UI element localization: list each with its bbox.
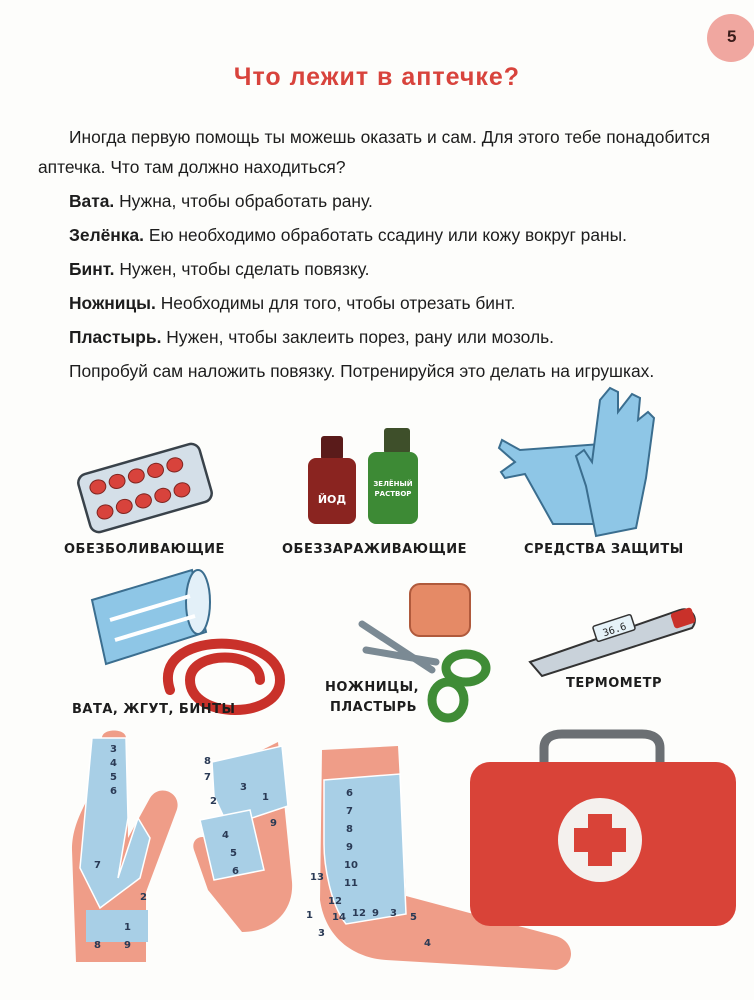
item-term: Зелёнка. [69, 225, 144, 245]
bandage-step: 1 [124, 922, 131, 933]
bandage-step: 9 [372, 908, 379, 919]
tourniquet-illustration [168, 644, 280, 710]
label-protection: СРЕДСТВА ЗАЩИТЫ [524, 542, 684, 557]
page-title: Что лежит в аптечке? [233, 63, 521, 91]
bandage-step: 2 [140, 892, 147, 903]
pill-blister-illustration [76, 442, 214, 534]
intro-paragraph: Иногда первую помощь ты можешь оказать и сам. Для этого тебе понадобится аптечка. Что там должно находиться? [38, 127, 710, 177]
bandage-step: 9 [346, 842, 353, 853]
bandage-step: 6 [110, 786, 117, 797]
item-desc: Нужна, чтобы обработать рану. [119, 191, 373, 211]
bandage-step: 3 [110, 744, 117, 755]
bandage-step: 6 [232, 866, 239, 877]
bandage-step: 12 [328, 896, 342, 907]
bandage-step: 8 [204, 756, 211, 767]
label-scissors-plaster-line1: НОЖНИЦЫ, [325, 680, 420, 695]
bandage-step: 14 [332, 912, 346, 923]
item-desc: Нужен, чтобы заклеить порез, рану или мозоль. [166, 327, 555, 347]
iodine-bottle-illustration [308, 436, 356, 524]
first-aid-kit-illustration [470, 734, 736, 926]
bandage-step: 3 [318, 928, 325, 939]
item-term: Вата. [69, 191, 115, 211]
label-thermometer: ТЕРМОМЕТР [566, 676, 662, 691]
item-term: Пластырь. [69, 327, 162, 347]
label-cotton-tourniquet-bandages: ВАТА, ЖГУТ, БИНТЫ [72, 702, 236, 717]
item-desc: Необходимы для того, чтобы отрезать бинт. [160, 293, 516, 313]
bandage-step: 9 [124, 940, 131, 951]
item-desc: Ею необходимо обработать ссадину или кожу вокруг раны. [148, 225, 627, 245]
bandage-step: 4 [110, 758, 117, 769]
bandage-step: 5 [410, 912, 417, 923]
bandage-step: 13 [310, 872, 324, 883]
bandage-step: 11 [344, 878, 358, 889]
green-label-line1: ЗЕЛЁНЫЙ [373, 480, 413, 488]
bandage-step: 5 [230, 848, 237, 859]
bandage-step: 1 [306, 910, 313, 921]
item-desc: Нужен, чтобы сделать повязку. [119, 259, 370, 279]
bandage-step: 1 [262, 792, 269, 803]
item-term: Бинт. [69, 259, 115, 279]
bandage-step: 7 [94, 860, 101, 871]
bandage-step: 3 [390, 908, 397, 919]
bandage-step: 8 [94, 940, 101, 951]
bandage-step: 7 [346, 806, 353, 817]
finger-bandage-illustration [72, 731, 178, 963]
bandage-step: 5 [110, 772, 117, 783]
item-term: Ножницы. [69, 293, 156, 313]
label-scissors-plaster-line2: ПЛАСТЫРЬ [330, 700, 418, 715]
outro-paragraph: Попробуй сам наложить повязку. Потренируйся это делать на игрушках. [69, 361, 655, 381]
plaster-illustration [410, 584, 470, 636]
bandage-step: 8 [346, 824, 353, 835]
label-disinfectants: ОБЕЗЗАРАЖИВАЮЩИЕ [282, 542, 467, 557]
hand-bandage-illustration [193, 742, 292, 932]
bandage-step: 6 [346, 788, 353, 799]
gloves-illustration [499, 388, 654, 536]
bandage-step: 4 [222, 830, 229, 841]
green-solution-bottle-illustration [368, 428, 418, 524]
bandage-step: 9 [270, 818, 277, 829]
bandage-step: 7 [204, 772, 211, 783]
bandage-step: 2 [210, 796, 217, 807]
thermometer-reading: 36.6 [601, 621, 628, 640]
label-painkillers: ОБЕЗБОЛИВАЮЩИЕ [64, 542, 225, 557]
green-label-line2: РАСТВОР [374, 490, 412, 498]
iodine-label: ЙОД [317, 493, 347, 506]
page-number: 5 [727, 27, 737, 46]
bandage-step: 12 [352, 908, 366, 919]
bandage-step: 3 [240, 782, 247, 793]
thermometer-illustration [530, 607, 696, 676]
bandage-step: 4 [424, 938, 431, 949]
bandage-step: 10 [344, 860, 358, 871]
